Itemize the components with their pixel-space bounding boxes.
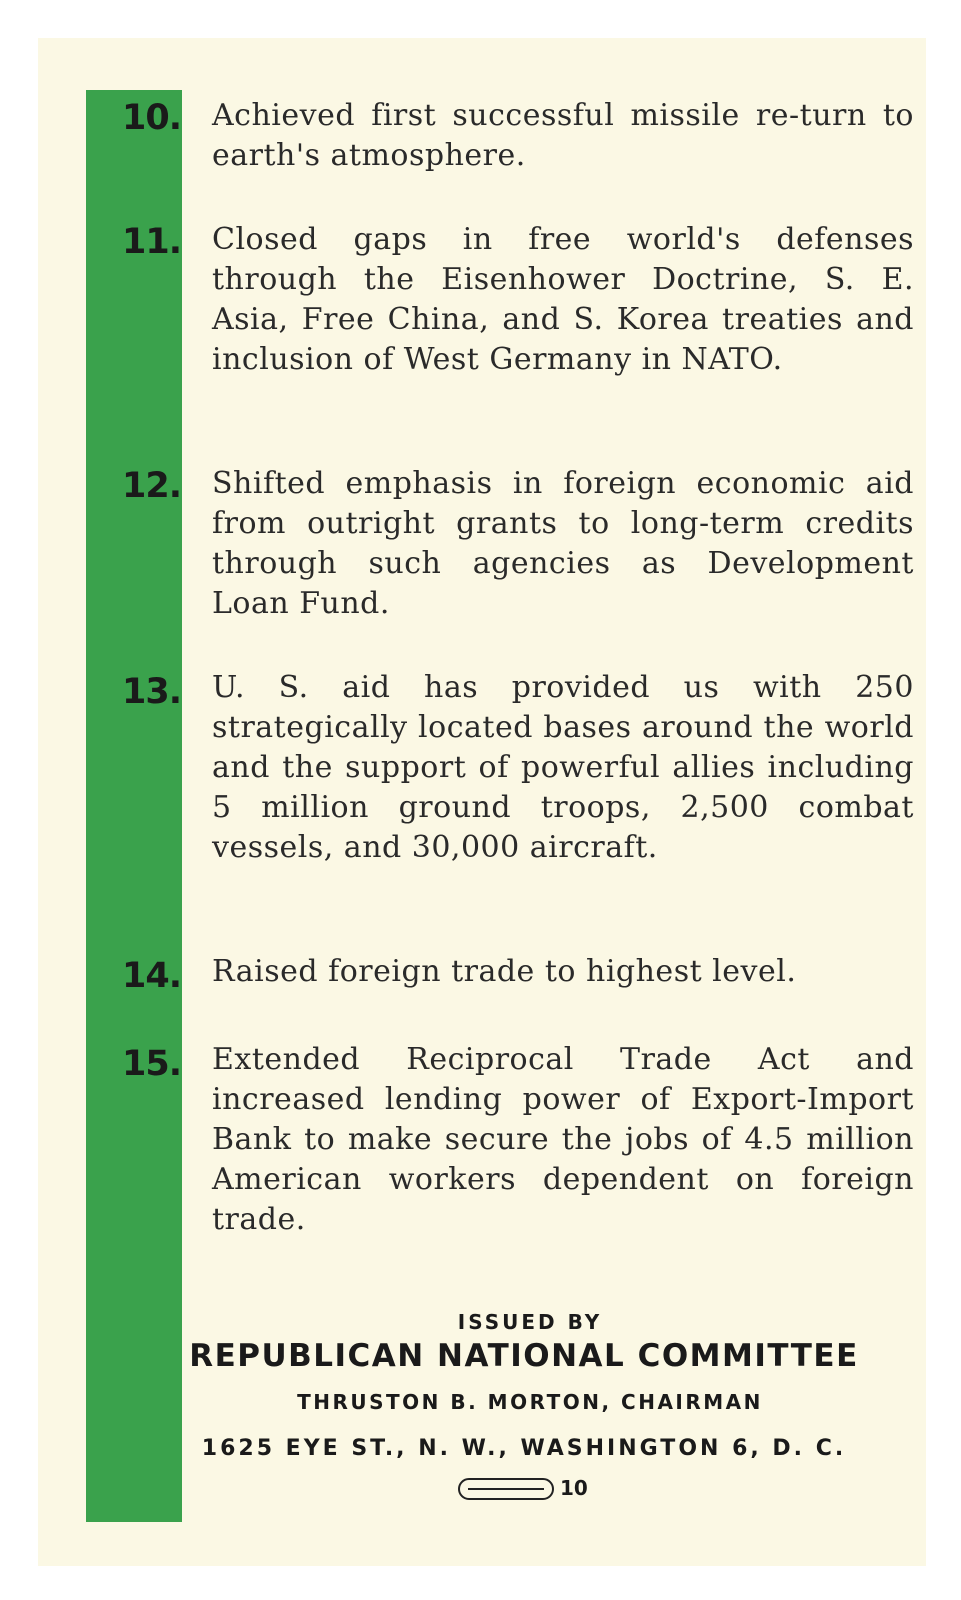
item-number: 14. [122, 956, 182, 996]
item-number: 12. [122, 466, 182, 506]
union-label-icon [458, 1478, 554, 1500]
committee-name: REPUBLICAN NATIONAL COMMITTEE [189, 1338, 859, 1374]
item-text: Shifted emphasis in foreign economic aid from outright grants to long-term credits through such agencies as Development Loan Fund. [212, 466, 914, 621]
chairman-line: THRUSTON B. MORTON, CHAIRMAN [297, 1390, 763, 1414]
item-number: 15. [122, 1044, 182, 1084]
address-line: 1625 EYE ST., N. W., WASHINGTON 6, D. C. [201, 1436, 847, 1461]
item-text: Extended Reciprocal Trade Act and increased lending power of Export-Import Bank to make secure the jobs of 4.5 million American workers dependent on foreign trade. [212, 1042, 914, 1237]
item-number: 10. [122, 98, 182, 138]
item-text: Achieved first successful missile re-turn to earth's atmosphere. [212, 98, 914, 173]
item-text: Raised foreign trade to highest level. [212, 954, 797, 989]
union-number: 10 [560, 1476, 588, 1500]
item-text: U. S. aid has provided us with 250 strategically located bases around the world and the support of powerful allies including 5 million ground troops, 2,500 combat vessels, and 30,000 aircraft. [212, 670, 914, 865]
green-margin-bar [86, 90, 182, 1522]
item-text: Closed gaps in free world's defenses through the Eisenhower Doctrine, S. E. Asia, Free China, and S. Korea treaties and inclusion of West Germany in NATO. [212, 222, 914, 377]
item-number: 13. [122, 672, 182, 712]
issued-by-label: ISSUED BY [457, 1310, 603, 1334]
item-number: 11. [122, 222, 182, 262]
